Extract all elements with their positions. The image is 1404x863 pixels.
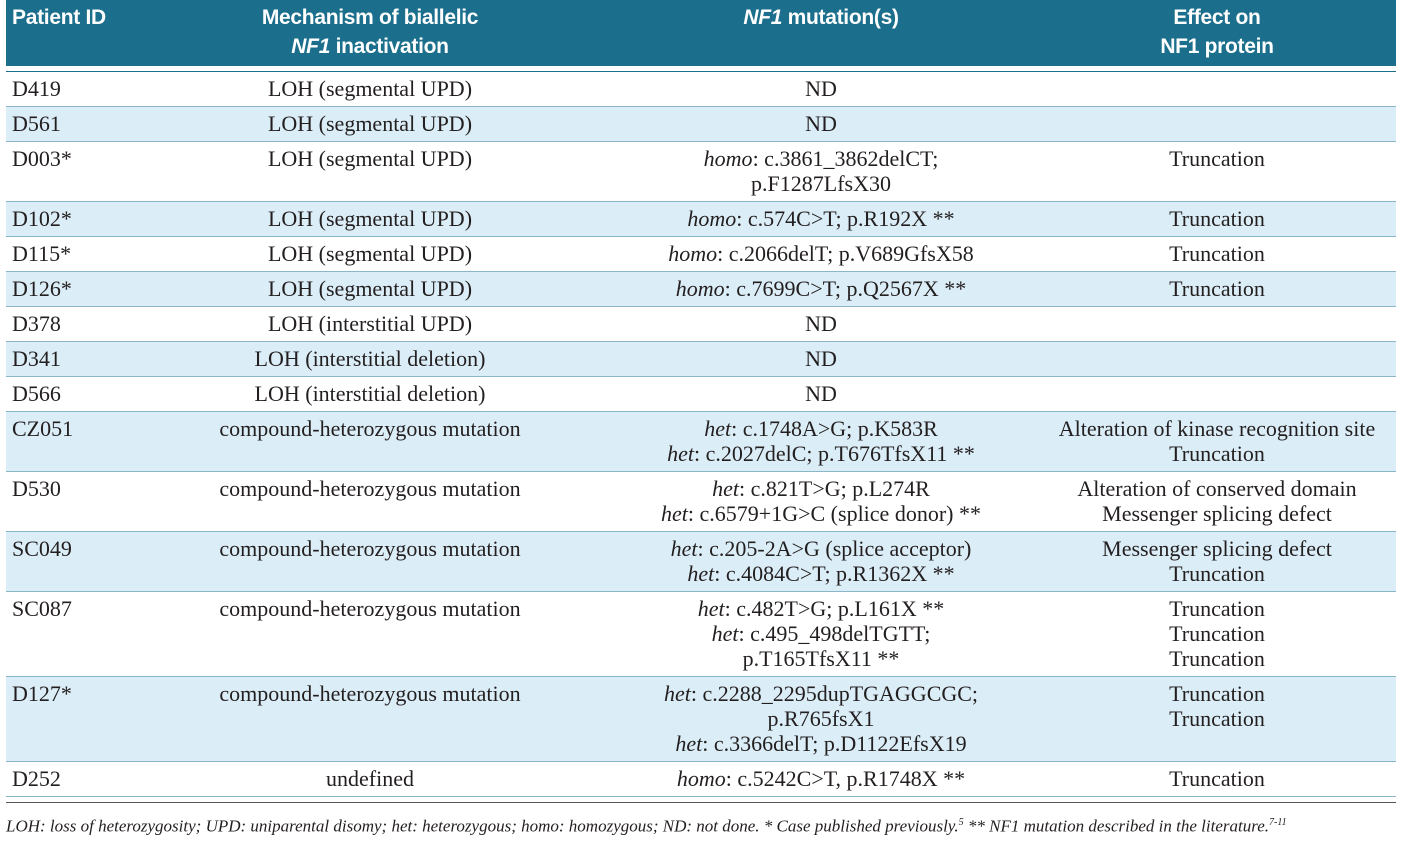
mutation-text: : c.5242C>T, p.R1748X **: [725, 766, 966, 791]
mechanism-cell: LOH (segmental UPD): [136, 142, 604, 202]
mutation-cell: [604, 532, 1038, 592]
effect-line: Truncation: [1169, 146, 1265, 171]
table-footnote: LOH: loss of heterozygosity; UPD: uniparental disomy; het: heterozygous; homo: homozygous; ND: not done. * Case published previously.$^5$ ** NF1 mutation described in the literature.$^{7-11}$: [6, 816, 1287, 836]
mutation-cell: [604, 762, 1038, 797]
mutation-text: : c.6579+1G>C (splice donor) **: [687, 501, 981, 526]
mutation-line: [610, 146, 1032, 171]
mutation-cell: [604, 342, 1038, 377]
patient-id-cell: SC087: [6, 592, 136, 677]
effect-line: Truncation: [1169, 561, 1265, 586]
mutation-text: : c.574C>T; p.R192X **: [736, 206, 955, 231]
table-row: [6, 592, 1396, 677]
mutation-cell: [604, 592, 1038, 677]
patient-id-cell: D102*: [6, 202, 136, 237]
header-effect: Effect on NF1 protein: [1038, 0, 1396, 66]
patient-id-cell: D341: [6, 342, 136, 377]
mutation-cell: [604, 237, 1038, 272]
mutation-cell: [604, 202, 1038, 237]
table-row: [6, 237, 1396, 272]
table-row: [6, 677, 1396, 762]
effect-line: Truncation: [1169, 441, 1265, 466]
mechanism-cell: compound-heterozygous mutation: [136, 532, 604, 592]
mutation-nd: ND: [805, 346, 837, 371]
effect-cell: [1038, 412, 1396, 472]
mechanism-cell: compound-heterozygous mutation: [136, 472, 604, 532]
mutation-text: : c.2288_2295dupTGAGGCGC;: [690, 681, 979, 706]
mutation-line: [610, 416, 1032, 441]
effect-line: Truncation: [1169, 276, 1265, 301]
mechanism-cell: LOH (segmental UPD): [136, 272, 604, 307]
table-container: [6, 0, 1396, 797]
mutation-nd: ND: [805, 311, 837, 336]
mutation-text: : c.205-2A>G (splice acceptor): [697, 536, 972, 561]
mechanism-cell: LOH (segmental UPD): [136, 237, 604, 272]
effect-cell: [1038, 202, 1396, 237]
mutation-text: : c.2066delT; p.V689GfsX58: [717, 241, 974, 266]
mutation-cell: [604, 72, 1038, 107]
mutation-text: : c.2027delC; p.T676TfsX11 **: [694, 441, 975, 466]
effect-line: Messenger splicing defect: [1102, 536, 1332, 561]
mutation-cell: [604, 272, 1038, 307]
effect-line: Truncation: [1169, 621, 1265, 646]
mutation-line-cont: p.F1287LfsX30: [751, 171, 891, 196]
header-nf1-italic: NF1: [743, 6, 783, 29]
mechanism-cell: compound-heterozygous mutation: [136, 412, 604, 472]
effect-cell: [1038, 237, 1396, 272]
table-row: [6, 342, 1396, 377]
mutation-cell: [604, 142, 1038, 202]
effect-cell: [1038, 377, 1396, 412]
effect-line: Truncation: [1169, 596, 1265, 621]
zygosity-label: het: [663, 681, 691, 706]
mutation-text: : c.3861_3862delCT;: [752, 146, 939, 171]
effect-cell: [1038, 307, 1396, 342]
mutation-line: [610, 206, 1032, 231]
mutation-line: [610, 621, 1032, 646]
table-row: [6, 107, 1396, 142]
mutation-text: : c.495_498delTGTT;: [738, 621, 931, 646]
effect-cell: [1038, 472, 1396, 532]
effect-cell: [1038, 142, 1396, 202]
effect-cell: [1038, 677, 1396, 762]
effect-line: Truncation: [1169, 706, 1265, 731]
mutation-line-cont: p.T165TfsX11 **: [742, 646, 900, 671]
patient-id-cell: D419: [6, 72, 136, 107]
nf1-mutation-table: [6, 0, 1396, 797]
effect-line: Truncation: [1169, 206, 1265, 231]
zygosity-label: homo: [675, 276, 725, 301]
mutation-text: : c.4084C>T; p.R1362X **: [714, 561, 955, 586]
effect-cell: [1038, 592, 1396, 677]
zygosity-label: het: [670, 536, 698, 561]
mutation-nd: ND: [805, 381, 837, 406]
zygosity-label: homo: [687, 206, 737, 231]
table-row: [6, 142, 1396, 202]
mechanism-cell: LOH (interstitial deletion): [136, 377, 604, 412]
effect-line: Messenger splicing defect: [1102, 501, 1332, 526]
zygosity-label: homo: [703, 146, 753, 171]
zygosity-label: het: [675, 731, 703, 756]
table-row: [6, 472, 1396, 532]
mutation-cell: [604, 107, 1038, 142]
mutation-line-cont: p.R765fsX1: [767, 706, 875, 731]
patient-id-cell: D378: [6, 307, 136, 342]
table-row: [6, 377, 1396, 412]
patient-id-cell: CZ051: [6, 412, 136, 472]
table-row: [6, 762, 1396, 797]
mutation-nd: ND: [805, 111, 837, 136]
mutation-line: [610, 536, 1032, 561]
mechanism-cell: compound-heterozygous mutation: [136, 677, 604, 762]
effect-line: Alteration of kinase recognition site: [1058, 416, 1376, 441]
mechanism-cell: LOH (segmental UPD): [136, 107, 604, 142]
effect-cell: [1038, 532, 1396, 592]
mechanism-cell: LOH (interstitial UPD): [136, 307, 604, 342]
mechanism-cell: LOH (segmental UPD): [136, 72, 604, 107]
zygosity-label: het: [661, 501, 688, 526]
mutation-nd: ND: [805, 76, 837, 101]
table-row: [6, 307, 1396, 342]
zygosity-label: het: [687, 561, 715, 586]
mechanism-cell: compound-heterozygous mutation: [136, 592, 604, 677]
patient-id-cell: D126*: [6, 272, 136, 307]
patient-id-cell: D252: [6, 762, 136, 797]
zygosity-label: het: [704, 416, 732, 441]
mutation-line: [610, 476, 1032, 501]
mutation-text: : c.821T>G; p.L274R: [739, 476, 930, 501]
mutation-cell: [604, 412, 1038, 472]
effect-cell: [1038, 107, 1396, 142]
table-row: [6, 412, 1396, 472]
patient-id-cell: D561: [6, 107, 136, 142]
mutation-text: : c.7699C>T; p.Q2567X **: [724, 276, 967, 301]
mutation-line: [610, 241, 1032, 266]
mutation-line: [610, 561, 1032, 586]
effect-cell: [1038, 72, 1396, 107]
mutation-cell: [604, 677, 1038, 762]
mutation-text: : c.482T>G; p.L161X **: [724, 596, 945, 621]
mutation-text: : c.1748A>G; p.K583R: [731, 416, 938, 441]
table-header: [6, 0, 1396, 72]
patient-id-cell: SC049: [6, 532, 136, 592]
header-nf1-italic: NF1: [291, 35, 331, 58]
patient-id-cell: D530: [6, 472, 136, 532]
mutation-line: [610, 501, 1032, 526]
mutation-text: : c.3366delT; p.D1122EfsX19: [702, 731, 967, 756]
mechanism-cell: LOH (segmental UPD): [136, 202, 604, 237]
zygosity-label: homo: [676, 766, 726, 791]
zygosity-label: het: [667, 441, 694, 466]
effect-cell: [1038, 342, 1396, 377]
mutation-line: [610, 596, 1032, 621]
patient-id-cell: D127*: [6, 677, 136, 762]
header-mechanism: Mechanism of biallelic NF1 inactivation: [136, 0, 604, 66]
zygosity-label: het: [697, 596, 725, 621]
zygosity-label: het: [711, 621, 739, 646]
effect-line: Truncation: [1169, 241, 1265, 266]
table-row: [6, 202, 1396, 237]
mutation-cell: [604, 377, 1038, 412]
footnote-divider: [6, 802, 1396, 803]
table-row: [6, 272, 1396, 307]
patient-id-cell: D115*: [6, 237, 136, 272]
header-patient-id: Patient ID: [6, 0, 136, 66]
mutation-cell: [604, 307, 1038, 342]
mutation-cell: [604, 472, 1038, 532]
patient-id-cell: D566: [6, 377, 136, 412]
effect-line: Truncation: [1169, 646, 1265, 671]
header-mutations: NF1 mutation(s): [604, 0, 1038, 66]
effect-line: Truncation: [1169, 681, 1265, 706]
zygosity-label: het: [712, 476, 740, 501]
zygosity-label: homo: [668, 241, 718, 266]
mutation-line: [610, 766, 1032, 791]
effect-line: Truncation: [1169, 766, 1265, 791]
patient-id-cell: D003*: [6, 142, 136, 202]
mutation-line: [610, 681, 1032, 706]
effect-line: Alteration of conserved domain: [1077, 476, 1357, 501]
mutation-line: [610, 731, 1032, 756]
mutation-line: [610, 276, 1032, 301]
mechanism-cell: undefined: [136, 762, 604, 797]
table-body: [6, 72, 1396, 797]
table-row: [6, 532, 1396, 592]
table-row: [6, 72, 1396, 107]
mutation-line: [610, 441, 1032, 466]
effect-cell: [1038, 762, 1396, 797]
mechanism-cell: LOH (interstitial deletion): [136, 342, 604, 377]
effect-cell: [1038, 272, 1396, 307]
